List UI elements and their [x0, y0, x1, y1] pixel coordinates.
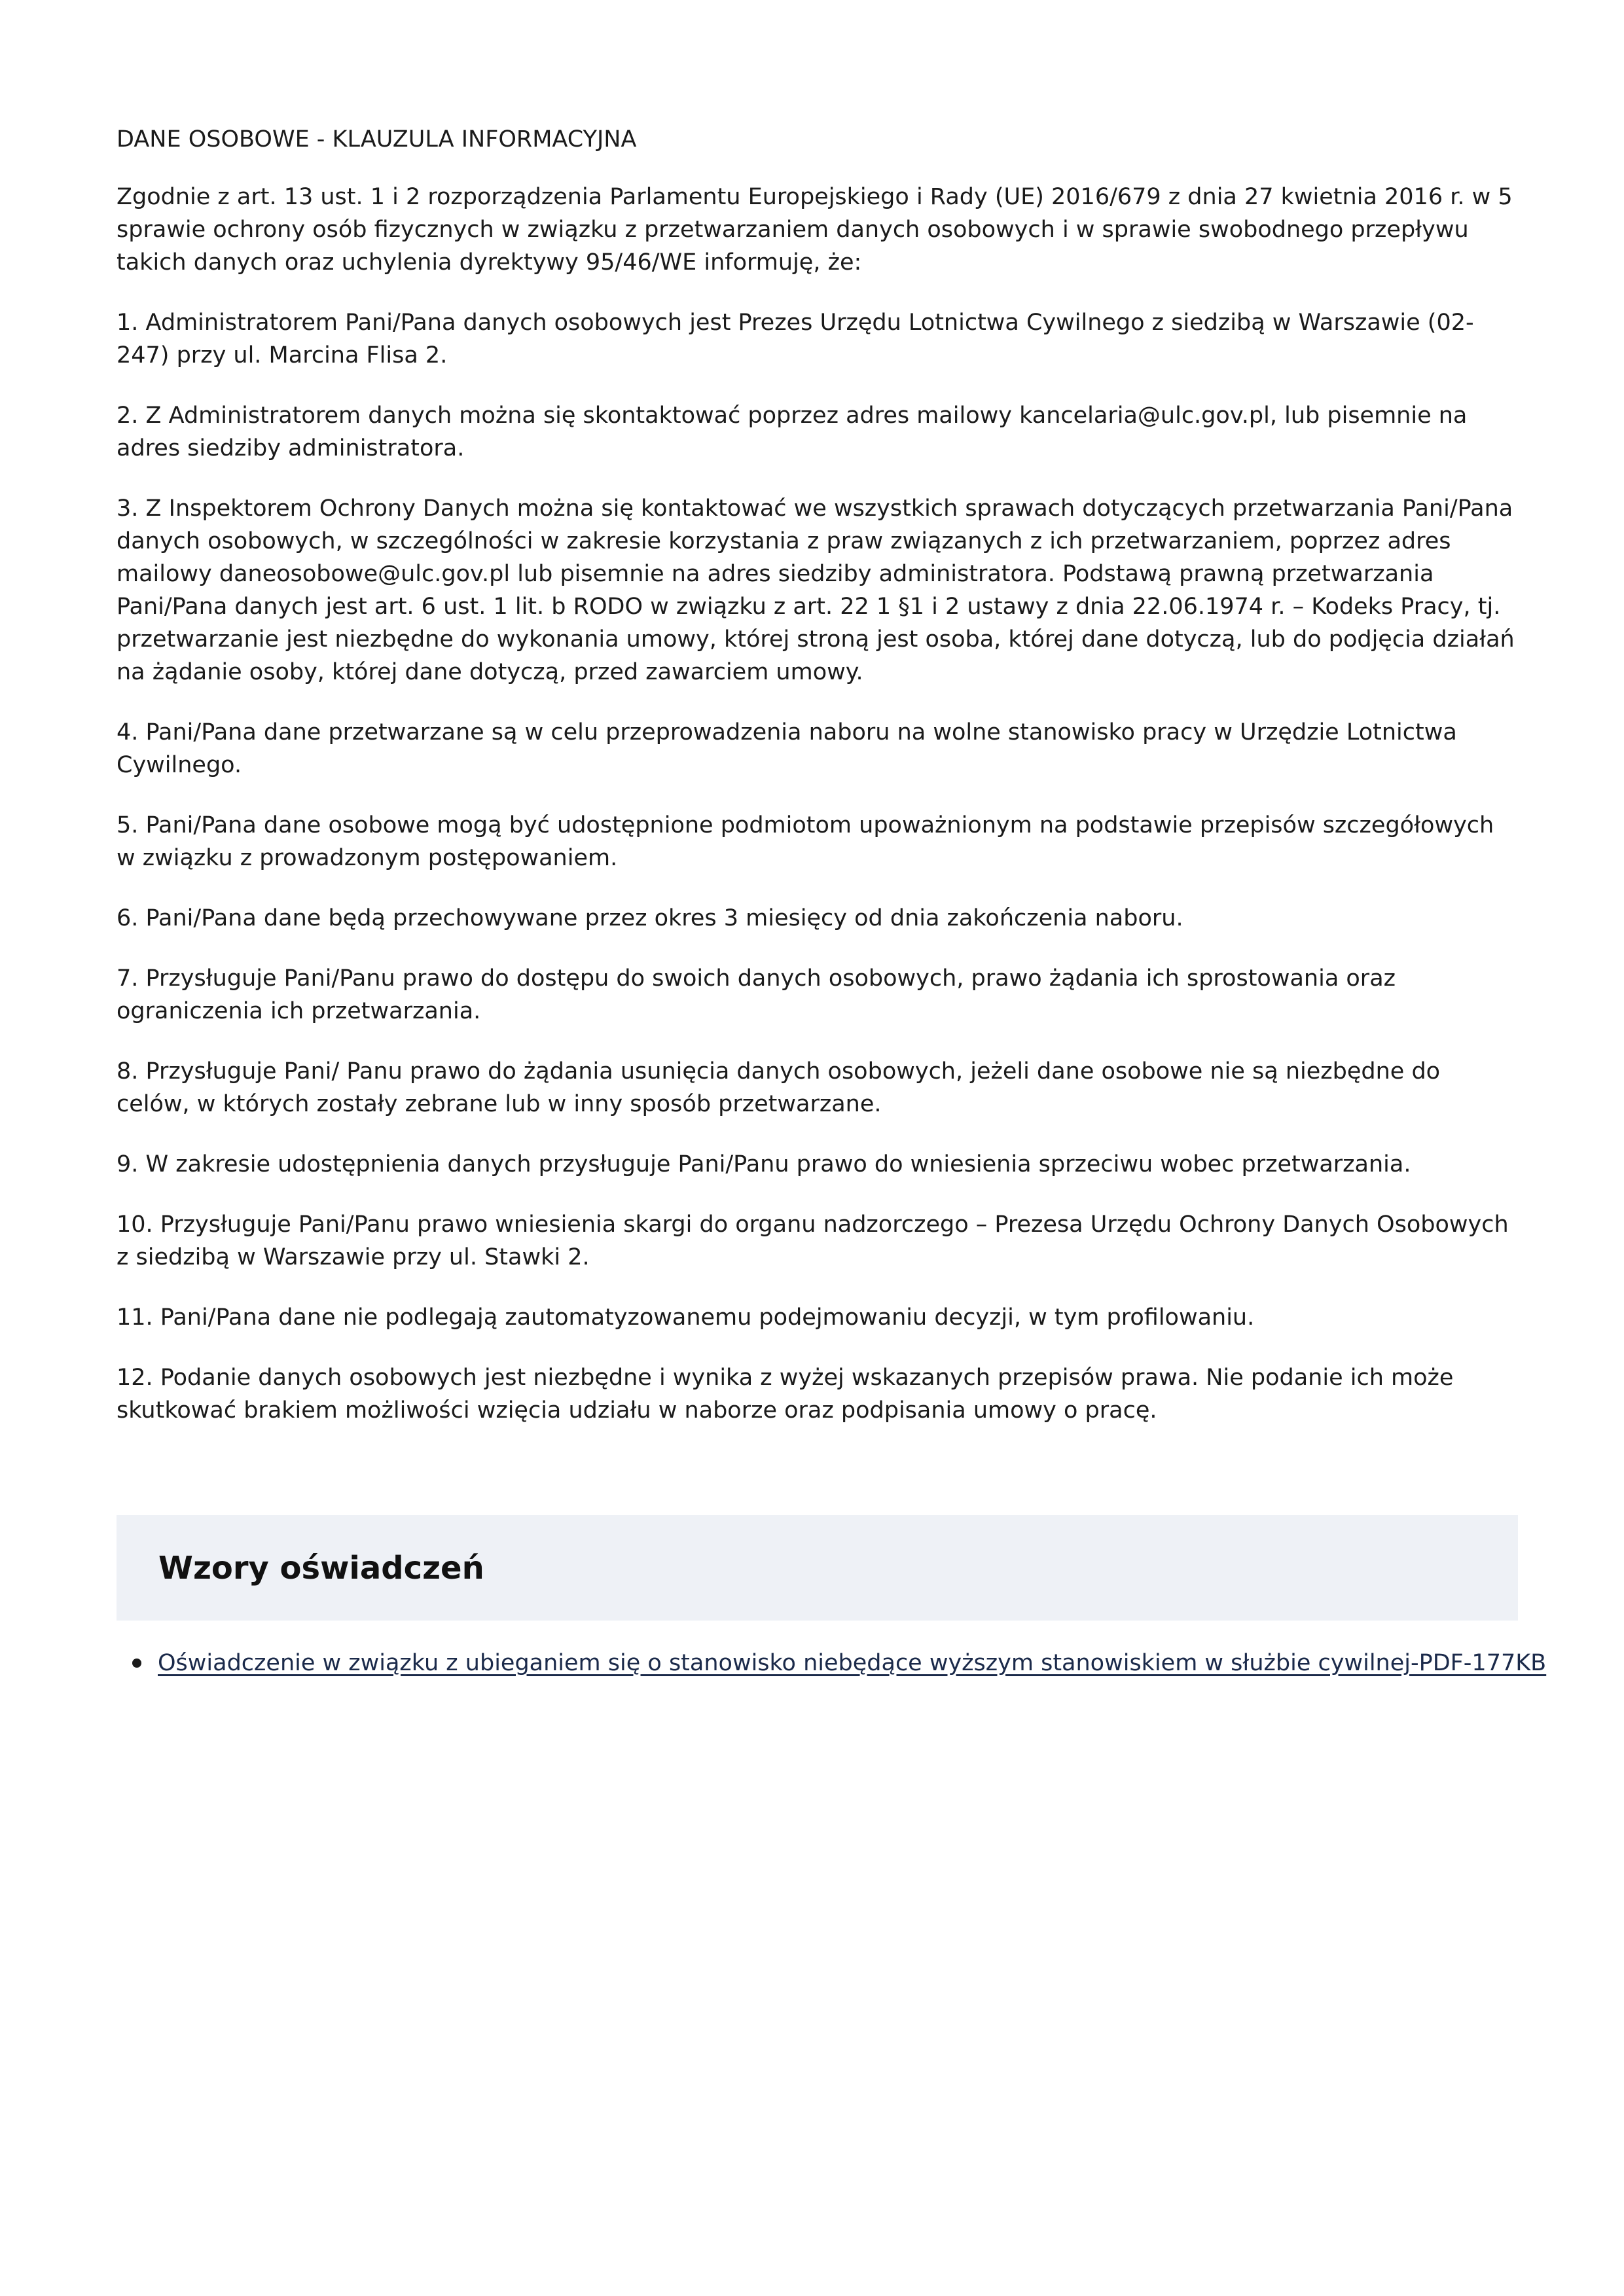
clause-9: 9. W zakresie udostępnienia danych przysługuje Pani/Panu prawo do wniesienia sprzeciwu wobec przetwarzania.: [117, 1151, 1411, 1177]
clause-3: 3. Z Inspektorem Ochrony Danych można się kontaktować we wszystkich sprawach dotyczących przetwarzania Pani/Pana danych osobowych, w szczególności w zakresie korzystania z praw związanych z ich przetwarzaniem, poprzez adres mailowy daneosobowe@ulc.gov.pl lub pisemnie na adres siedziby administratora. Podstawą prawną przetwarzania Pani/Pana danych jest art. 6 ust. 1 lit. b RODO w związku z art. 22 1 §1 i 2 ustawy z dnia 22.06.1974 r. – Kodeks Pracy, tj. przetwarzanie jest niezbędne do wykonania umowy, której stroną jest osoba, której dane dotyczą, lub do podjęcia działań na żądanie osoby, której dane dotyczą, przed zawarciem umowy.: [117, 495, 1515, 685]
attachment-link[interactable]: Oświadczenie w związku z ubieganiem się o stanowisko niebędące wyższym stanowiskiem w służbie cywilnej-PDF-177KB: [158, 1650, 1547, 1676]
list-item: [117, 1647, 1547, 1679]
clause-10: 10. Przysługuje Pani/Panu prawo wniesienia skargi do organu nadzorczego – Prezesa Urzędu Ochrony Danych Osobowych z siedzibą w Warszawie przy ul. Stawki 2.: [117, 1211, 1509, 1270]
bullet-icon: [132, 1659, 141, 1668]
section-header: [117, 1515, 1518, 1621]
attachment-list: [117, 1647, 1547, 1679]
clause-5: 5. Pani/Pana dane osobowe mogą być udostępnione podmiotom upoważnionym na podstawie przepisów szczegółowych w związku z prowadzonym postępowaniem.: [117, 812, 1494, 871]
clause-8: 8. Przysługuje Pani/ Panu prawo do żądania usunięcia danych osobowych, jeżeli dane osobowe nie są niezbędne do celów, w których zostały zebrane lub w inny sposób przetwarzane.: [117, 1058, 1441, 1117]
clause-1: 1. Administratorem Pani/Pana danych osobowych jest Prezes Urzędu Lotnictwa Cywilnego z siedzibą w Warszawie (02-247) przy ul. Marcina Flisa 2.: [117, 310, 1474, 368]
clause-4: 4. Pani/Pana dane przetwarzane są w celu przeprowadzenia naboru na wolne stanowisko pracy w Urzędzie Lotnictwa Cywilnego.: [117, 719, 1457, 778]
section-title: Wzory oświadczeń: [158, 1549, 484, 1587]
document-title: DANE OSOBOWE - KLAUZULA INFORMACYJNA: [117, 126, 637, 152]
clause-11: 11. Pani/Pana dane nie podlegają zautomatyzowanemu podejmowaniu decyzji, w tym profilowaniu.: [117, 1304, 1255, 1331]
clause-7: 7. Przysługuje Pani/Panu prawo do dostępu do swoich danych osobowych, prawo żądania ich sprostowania oraz ograniczenia ich przetwarzania.: [117, 965, 1396, 1024]
clause-2: 2. Z Administratorem danych można się skontaktować poprzez adres mailowy kancelaria@ulc.gov.pl, lub pisemnie na adres siedziby administratora.: [117, 403, 1468, 461]
intro-paragraph: Zgodnie z art. 13 ust. 1 i 2 rozporządzenia Parlamentu Europejskiego i Rady (UE) 2016/679 z dnia 27 kwietnia 2016 r. w 5 sprawie ochrony osób fizycznych w związku z przetwarzaniem danych osobowych i w sprawie swobodnego przepływu takich danych oraz uchylenia dyrektywy 95/46/WE informuję, że:: [117, 184, 1513, 276]
clause-6: 6. Pani/Pana dane będą przechowywane przez okres 3 miesięcy od dnia zakończenia naboru.: [117, 905, 1183, 931]
clause-12: 12. Podanie danych osobowych jest niezbędne i wynika z wyżej wskazanych przepisów prawa. Nie podanie ich może skutkować brakiem możliwości wzięcia udziału w naborze oraz podpisania umowy o pracę.: [117, 1365, 1454, 1424]
document-body: [117, 123, 1517, 1454]
